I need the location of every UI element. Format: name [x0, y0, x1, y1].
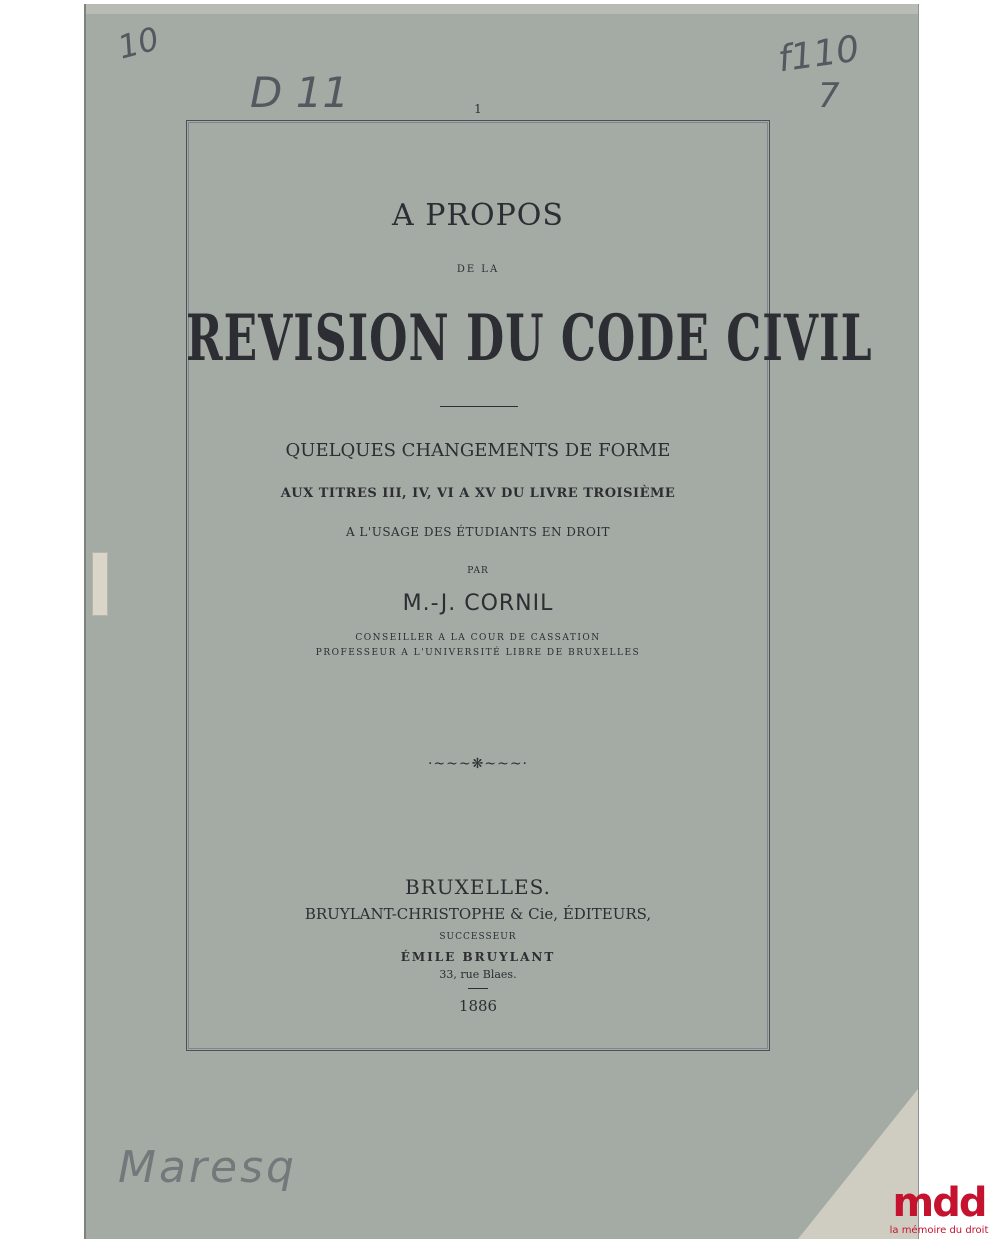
- successor-name: ÉMILE BRUYLANT: [400, 950, 556, 964]
- handwritten-shelfmark: D 11: [250, 68, 350, 117]
- title-prefix: A PROPOS: [392, 198, 564, 233]
- publication-year: 1886: [458, 997, 498, 1015]
- cover-top-edge: [86, 4, 918, 14]
- ornament-divider: ·~~~❋~~~·: [427, 756, 528, 772]
- mdd-logo: [884, 1181, 994, 1241]
- publisher-address: 33, rue Blaes.: [439, 968, 517, 981]
- address-rule: [468, 988, 488, 989]
- handwritten-top-right-2: 7: [818, 76, 840, 116]
- main-title: REVISION DU CODE CIVIL: [186, 302, 873, 376]
- author-name: M.-J. CORNIL: [402, 591, 554, 616]
- title-rule: [440, 406, 518, 407]
- logo-tagline: la mémoire du droit: [889, 1225, 989, 1236]
- subtitle-line-1: QUELQUES CHANGEMENTS DE FORME: [285, 440, 671, 461]
- subtitle-line-2: AUX TITRES III, IV, VI A XV DU LIVRE TROISIÈME: [280, 486, 676, 501]
- handwritten-top-left: 10: [113, 19, 163, 67]
- page-number: 1: [474, 102, 482, 116]
- title-connector: DE LA: [456, 264, 500, 275]
- successor-label: SUCCESSEUR: [439, 932, 517, 942]
- handwritten-signature: Maresq: [118, 1142, 297, 1193]
- handwritten-top-right: f110: [775, 28, 862, 81]
- publisher-city: BRUXELLES.: [405, 875, 551, 899]
- publisher-name: BRUYLANT-CHRISTOPHE & Cie, ÉDITEURS,: [304, 905, 652, 923]
- paper-tab: [92, 552, 108, 616]
- author-role-2: PROFESSEUR A L'UNIVERSITÉ LIBRE DE BRUXELLES: [315, 648, 641, 658]
- author-role-1: CONSEILLER A LA COUR DE CASSATION: [355, 633, 601, 643]
- logo-mark: mdd: [892, 1180, 986, 1226]
- subtitle-line-3: A L'USAGE DES ÉTUDIANTS EN DROIT: [345, 525, 611, 539]
- by-label: PAR: [467, 566, 489, 576]
